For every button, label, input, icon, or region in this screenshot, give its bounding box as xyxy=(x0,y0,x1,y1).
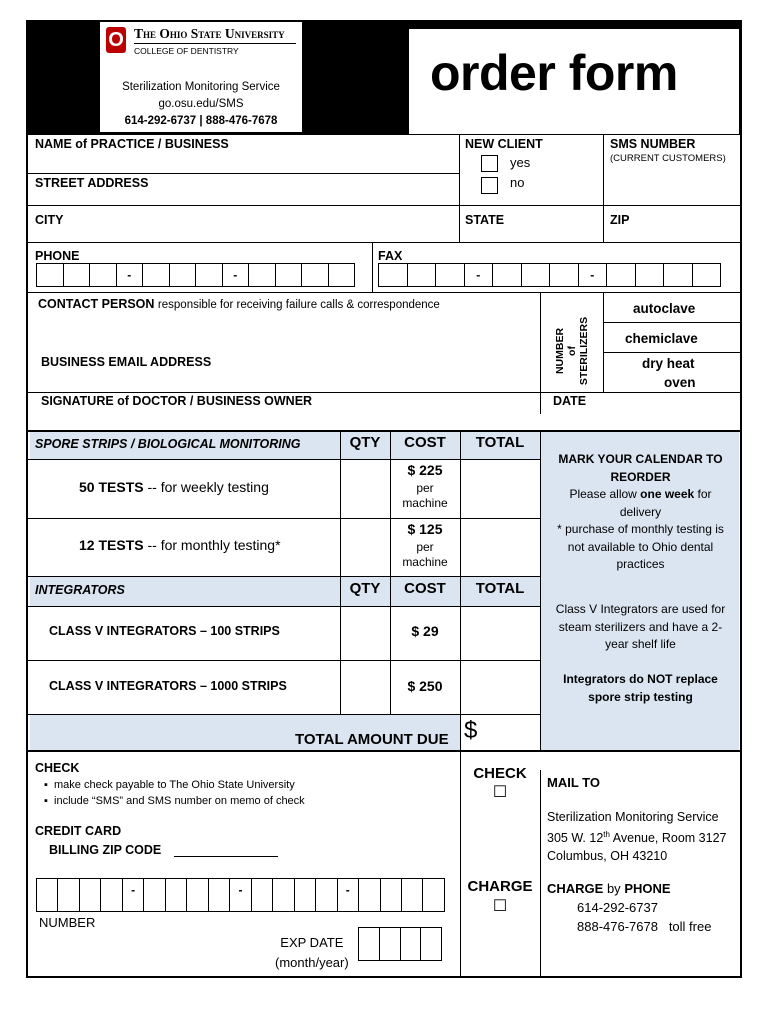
email-label: BUSINESS EMAIL ADDRESS xyxy=(41,355,212,369)
service-phones: 614-292-6737 | 888-476-7678 xyxy=(124,115,278,127)
rule xyxy=(28,459,540,460)
divider xyxy=(540,292,541,414)
service-name: Sterilization Monitoring Service xyxy=(122,81,280,93)
integrators-1000-price: $ 250 xyxy=(407,678,443,694)
divider xyxy=(460,750,461,976)
rule xyxy=(28,750,740,752)
contact-label: CONTACT PERSON responsible for receiving failure calls & correspondence xyxy=(38,297,440,311)
phone-label: PHONE xyxy=(35,249,80,263)
mail-to-heading: MAIL TO xyxy=(547,775,600,790)
charge-phone-1: 614-292-6737 xyxy=(577,900,658,915)
integrators-qty-header: QTY xyxy=(349,580,381,597)
sms-number-label: SMS NUMBER xyxy=(610,137,696,151)
integrators-note: Class V Integrators are used for steam sterilizers and have a 2-year shelf life xyxy=(555,602,726,651)
spore-12-tests: 12 TESTS -- for monthly testing* xyxy=(79,537,281,553)
signature-label: SIGNATURE of DOCTOR / BUSINESS OWNER xyxy=(41,394,313,408)
spore-total-header: TOTAL xyxy=(475,434,525,451)
zip-label: ZIP xyxy=(610,213,630,227)
divider xyxy=(540,770,541,976)
charge-phone-2: 888-476-7678 toll free xyxy=(577,919,712,934)
check-label: CHECK xyxy=(35,761,80,775)
rule xyxy=(28,660,540,661)
fax-digit-boxes[interactable]: - - xyxy=(378,263,721,287)
credit-card-label: CREDIT CARD xyxy=(35,824,122,838)
charge-option-box[interactable]: ☐ xyxy=(492,898,508,915)
billing-zip-line[interactable] xyxy=(174,856,278,857)
block-o-icon: O xyxy=(106,27,126,53)
no-label: no xyxy=(510,175,525,190)
city-label: CITY xyxy=(35,213,64,227)
exp-date-label: EXP DATE (month/year) xyxy=(275,935,349,970)
divider xyxy=(603,292,604,392)
current-customers-note: (CURRENT CUSTOMERS) xyxy=(610,153,726,164)
yes-label: yes xyxy=(510,155,531,170)
rule xyxy=(28,606,540,607)
rule xyxy=(28,134,740,135)
service-url: go.osu.edu/SMS xyxy=(158,98,244,110)
divider xyxy=(540,432,541,750)
fax-label: FAX xyxy=(378,249,403,263)
divider xyxy=(372,242,373,292)
mail-address: Sterilization Monitoring Service 305 W. 12th Avenue, Room 3127 Columbus, OH 43210 xyxy=(547,810,727,864)
spore-50-price: $ 225 xyxy=(407,462,443,478)
charge-by-phone: CHARGE by PHONE xyxy=(547,881,671,896)
spore-50-per-machine: per machine xyxy=(402,481,448,510)
college-name: COLLEGE OF DENTISTRY xyxy=(134,46,239,56)
rule xyxy=(28,576,540,577)
university-name: The Ohio State University xyxy=(134,26,285,41)
rule xyxy=(28,205,740,206)
charge-option-label: CHARGE xyxy=(467,878,533,895)
total-due-label: TOTAL AMOUNT DUE xyxy=(295,731,449,748)
rule xyxy=(28,714,540,715)
check-option-label: CHECK xyxy=(473,765,527,782)
divider xyxy=(459,134,460,242)
integrators-heading: INTEGRATORS xyxy=(35,583,125,597)
spore-qty-header: QTY xyxy=(349,434,381,451)
check-bullet-1: ▪ make check payable to The Ohio State University xyxy=(44,779,295,791)
dry-heat-label: dry heat xyxy=(642,356,695,371)
sterilizer-count-label: NUMBER of STERILIZERS xyxy=(554,316,590,386)
oven-label: oven xyxy=(664,375,696,390)
integrators-total-header: TOTAL xyxy=(475,580,525,597)
card-number-boxes[interactable]: - - - xyxy=(36,878,445,912)
integrators-warning: Integrators do NOT replace spore strip testing xyxy=(563,672,718,704)
check-bullet-2: ▪ include “SMS” and SMS number on memo of check xyxy=(44,795,305,807)
divider xyxy=(340,432,341,714)
new-client-no-checkbox[interactable] xyxy=(481,177,498,194)
rule xyxy=(28,292,740,293)
integrators-100-label: CLASS V INTEGRATORS – 100 STRIPS xyxy=(49,624,280,638)
autoclave-label: autoclave xyxy=(633,301,696,316)
rule xyxy=(28,518,540,519)
practice-label: NAME of PRACTICE / BUSINESS xyxy=(35,137,229,151)
check-option-box[interactable]: ☐ xyxy=(492,784,508,801)
spore-12-price: $ 125 xyxy=(407,521,443,537)
new-client-yes-checkbox[interactable] xyxy=(481,155,498,172)
reorder-note: MARK YOUR CALENDAR TO REORDER Please allow one week for delivery * purchase of monthly testing is not available to Ohio dental practices xyxy=(557,452,724,571)
integrators-1000-label: CLASS V INTEGRATORS – 1000 STRIPS xyxy=(49,679,287,693)
billing-zip-label: BILLING ZIP CODE xyxy=(49,843,162,857)
chemiclave-label: chemiclave xyxy=(625,331,698,346)
integrators-cost-header: COST xyxy=(404,580,446,597)
divider xyxy=(603,134,604,242)
date-label: DATE xyxy=(553,394,587,408)
rule xyxy=(603,352,740,353)
spore-heading: SPORE STRIPS / BIOLOGICAL MONITORING xyxy=(35,437,301,451)
rule xyxy=(28,242,740,243)
rule xyxy=(28,392,740,393)
spore-12-per-machine: per machine xyxy=(402,540,448,569)
page-title: order form xyxy=(430,45,678,101)
card-number-label: NUMBER xyxy=(39,915,96,930)
state-label: STATE xyxy=(465,213,505,227)
spore-50-tests: 50 TESTS -- for weekly testing xyxy=(79,479,269,495)
spore-cost-header: COST xyxy=(404,434,446,451)
logo-rule xyxy=(134,43,296,44)
street-label: STREET ADDRESS xyxy=(35,176,149,190)
integrators-100-price: $ 29 xyxy=(411,623,439,639)
university-logo xyxy=(100,22,302,132)
phone-digit-boxes[interactable]: - - xyxy=(36,263,355,287)
rule xyxy=(603,322,740,323)
rule xyxy=(28,173,459,174)
new-client-label: NEW CLIENT xyxy=(465,137,543,151)
total-due-symbol: $ xyxy=(464,717,478,744)
exp-date-boxes[interactable] xyxy=(358,927,442,961)
